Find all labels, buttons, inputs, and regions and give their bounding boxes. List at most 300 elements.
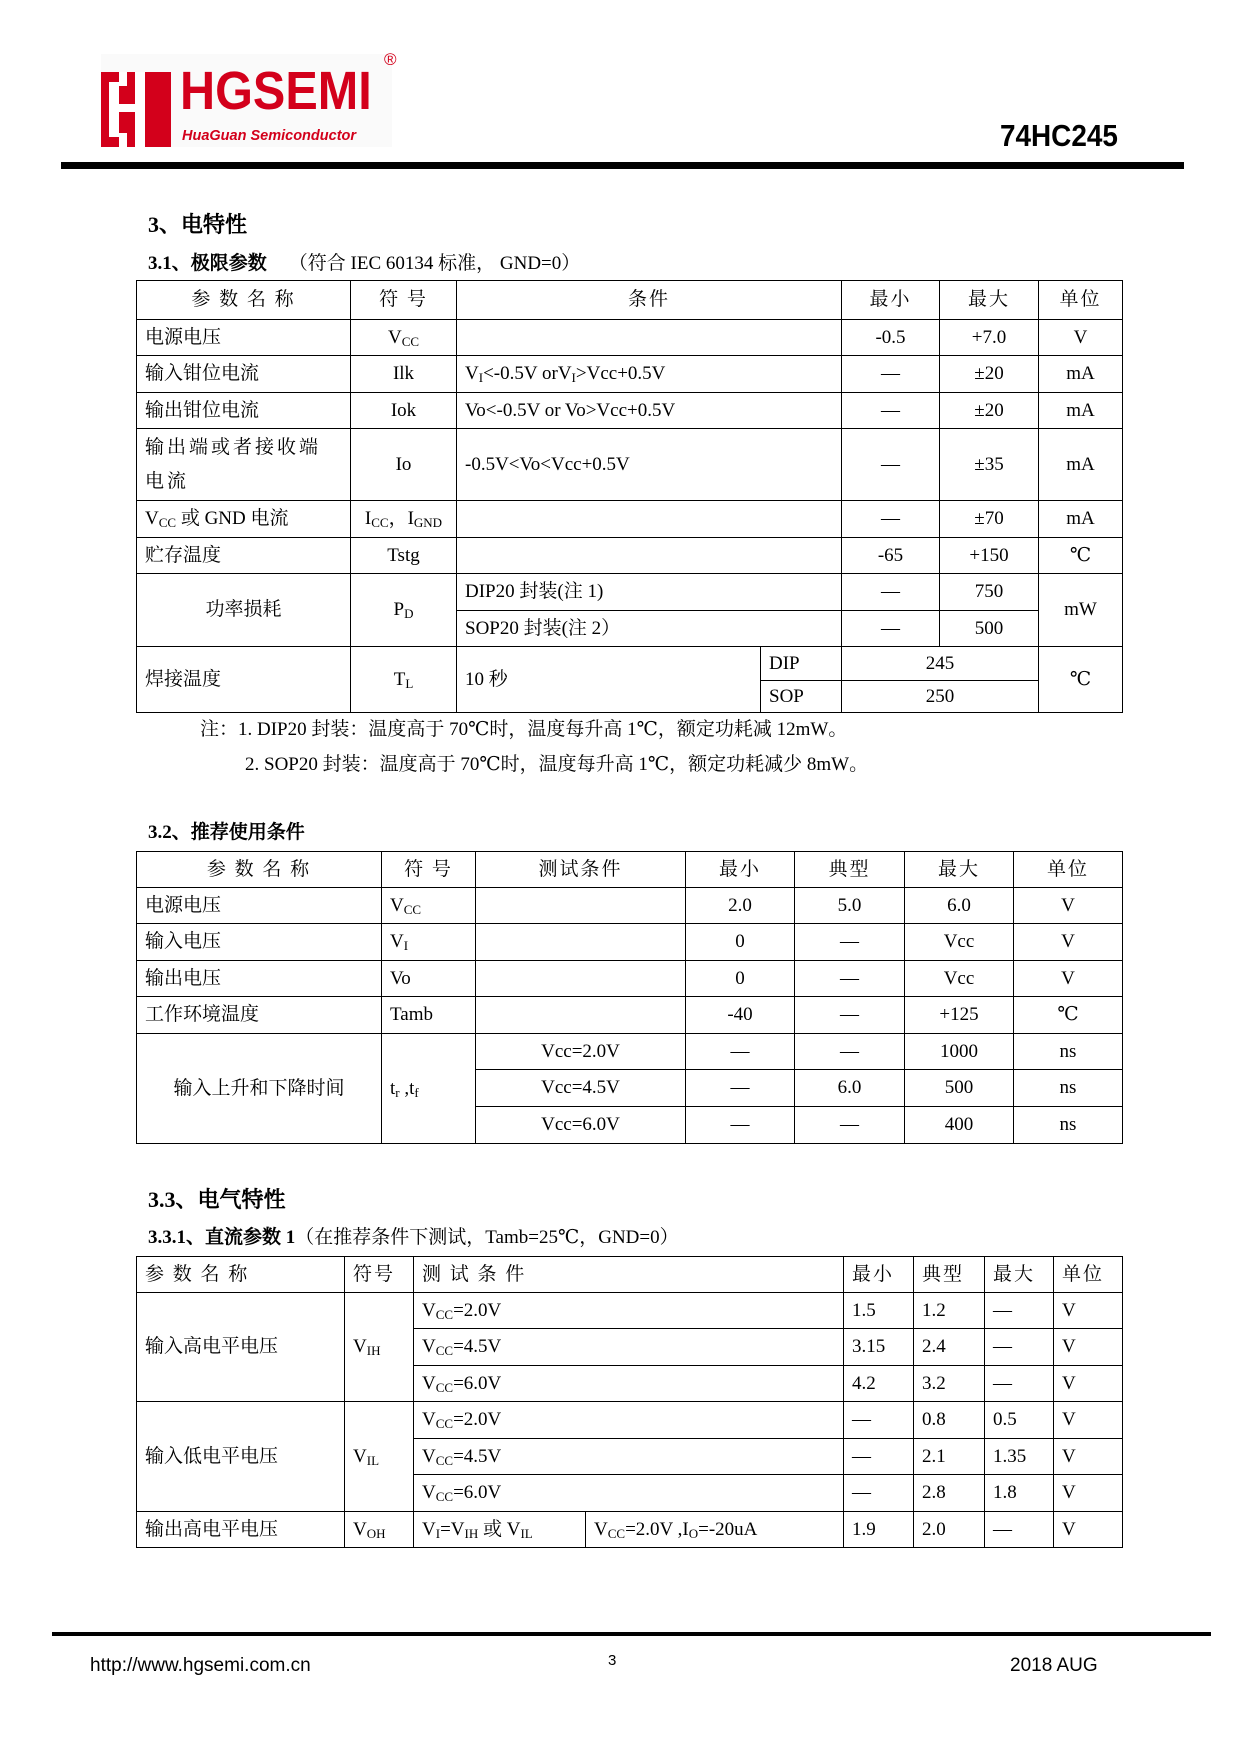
table-cell xyxy=(985,1439,1054,1475)
cell-text: mA xyxy=(1066,399,1095,421)
header-cell xyxy=(905,852,1014,888)
header-cell xyxy=(842,281,940,320)
cell-text: 0.8 xyxy=(922,1409,946,1431)
cell-text: 最大 xyxy=(968,289,1011,311)
table-cell xyxy=(1014,1107,1123,1144)
cell-text: 3.15 xyxy=(852,1336,886,1358)
cell-text: V xyxy=(390,894,404,916)
table-cell xyxy=(476,888,686,924)
cell-text: 焊接温度 xyxy=(145,668,222,690)
table-cell xyxy=(844,1512,914,1548)
cell-text: 500 xyxy=(944,1077,974,1099)
table-cell xyxy=(842,501,940,538)
table-cell xyxy=(842,538,940,574)
table-cell xyxy=(985,1293,1054,1329)
table-cell xyxy=(905,1070,1014,1107)
header-cell xyxy=(985,1257,1054,1293)
table-cell xyxy=(382,1034,476,1144)
table-cell xyxy=(1039,501,1123,538)
cell-text: mW xyxy=(1064,599,1097,621)
logo-subtitle: HuaGuan Semiconductor xyxy=(182,128,357,144)
cell-text: mA xyxy=(1066,453,1095,475)
cell-text: 输出电压 xyxy=(145,967,222,989)
cell-subscript: I xyxy=(571,370,576,386)
cell-text: V xyxy=(422,1409,436,1431)
table-cell xyxy=(844,1439,914,1475)
cell-text: 5.0 xyxy=(837,894,862,916)
table-cell xyxy=(351,538,457,574)
cell-text: V xyxy=(1062,1482,1076,1504)
table-cell xyxy=(1014,924,1123,961)
cell-text: V xyxy=(422,1445,436,1467)
cell-subscript: CC xyxy=(371,515,389,531)
cell-text: ±20 xyxy=(974,399,1004,421)
table-cell xyxy=(414,1293,844,1329)
table-row xyxy=(137,1512,1123,1548)
table-row xyxy=(137,1293,1123,1329)
cell-text: 1.35 xyxy=(993,1445,1027,1467)
table-cell xyxy=(351,320,457,356)
cell-subscript: CC xyxy=(435,1379,454,1395)
cell-text: V xyxy=(1062,1336,1076,1358)
cell-text: 4.2 xyxy=(852,1372,876,1394)
cell-text: 2.8 xyxy=(922,1482,946,1504)
table-cell xyxy=(476,997,686,1034)
cell-text: Vcc xyxy=(943,967,975,989)
table-row xyxy=(137,924,1123,961)
footer-divider xyxy=(52,1632,1211,1636)
header-cell xyxy=(1039,281,1123,320)
table-cell xyxy=(1014,1034,1123,1070)
cell-text: =4.5V xyxy=(453,1445,502,1467)
footer-date: 2018 AUG xyxy=(1010,1655,1098,1676)
cell-text: — xyxy=(881,508,901,530)
table-cell xyxy=(985,1475,1054,1512)
table-cell xyxy=(457,393,842,429)
cell-text: +150 xyxy=(969,544,1009,566)
table-row xyxy=(137,1402,1123,1439)
table-cell xyxy=(985,1329,1054,1366)
table-cell xyxy=(985,1366,1054,1402)
table-cell xyxy=(457,574,842,611)
cell-text: -40 xyxy=(727,1004,753,1026)
section-title-3-3: 3.3、电气特性 xyxy=(148,1187,286,1212)
table-cell xyxy=(1039,429,1123,501)
cell-text: =2.0V xyxy=(453,1409,502,1431)
table-cell xyxy=(137,320,351,356)
cell-text: V xyxy=(145,508,159,530)
cell-text: 2.1 xyxy=(922,1445,946,1467)
cell-text: V xyxy=(594,1518,608,1540)
cell-text: SOP20 封装(注 2） xyxy=(465,617,621,639)
cell-text: — xyxy=(881,581,901,603)
cell-text: — xyxy=(852,1482,872,1504)
cell-text: ,t xyxy=(399,1077,415,1099)
table-cell xyxy=(476,961,686,997)
cell-text: — xyxy=(993,1372,1013,1394)
cell-text: V xyxy=(422,1372,436,1394)
cell-text: 单位 xyxy=(1062,1263,1105,1285)
table-cell xyxy=(914,1329,985,1366)
cell-text: V xyxy=(353,1336,367,1358)
cell-text: -0.5 xyxy=(875,326,906,348)
table-cell xyxy=(842,320,940,356)
cell-text: T xyxy=(393,668,406,690)
table-cell xyxy=(842,611,940,647)
cell-text: — xyxy=(852,1409,872,1431)
cell-text: ℃ xyxy=(1057,1004,1079,1026)
table-cell xyxy=(844,1329,914,1366)
cell-text: — xyxy=(730,1077,750,1099)
cell-subscript: I xyxy=(403,938,409,954)
table-header-row xyxy=(137,852,1123,888)
table-cell xyxy=(940,611,1039,647)
cell-text: 输入上升和下降时间 xyxy=(173,1077,345,1099)
section-3-3-1-heading: 3.3.1、直流参数 1 xyxy=(148,1227,296,1248)
cell-text: V xyxy=(1061,931,1075,953)
registered-mark: ® xyxy=(384,50,397,69)
table-cell xyxy=(457,538,842,574)
table-cell xyxy=(795,888,905,924)
cell-text: V xyxy=(1061,967,1075,989)
cell-text: Ilk xyxy=(392,363,415,385)
table-cell xyxy=(476,1070,686,1107)
cell-text: 750 xyxy=(974,581,1004,603)
cell-text: 电源电压 xyxy=(145,326,222,348)
table-cell xyxy=(844,1402,914,1439)
table-cell xyxy=(457,647,761,713)
table-cell xyxy=(414,1402,844,1439)
cell-text: V xyxy=(422,1518,436,1540)
cell-subscript: IH xyxy=(464,1525,479,1541)
header-cell xyxy=(345,1257,414,1293)
cell-text: Iok xyxy=(390,399,417,421)
header-divider xyxy=(61,162,1184,169)
table-cell xyxy=(1054,1439,1123,1475)
cell-text: 0.5 xyxy=(993,1409,1017,1431)
table-cell xyxy=(795,1107,905,1144)
table-cell xyxy=(351,393,457,429)
table-cell xyxy=(914,1512,985,1548)
cell-text: 或 GND 电流 xyxy=(176,508,289,530)
cell-text: — xyxy=(993,1518,1013,1540)
cell-text: 500 xyxy=(974,617,1004,639)
cell-subscript: CC xyxy=(435,1306,454,1322)
cell-text: 输出高电平电压 xyxy=(145,1518,279,1540)
cell-text: — xyxy=(840,1004,859,1026)
table-cell xyxy=(414,1329,844,1366)
cell-text: 最小 xyxy=(852,1263,895,1285)
cell-text: +125 xyxy=(939,1004,979,1026)
table-cell xyxy=(686,961,795,997)
cell-text: =6.0V xyxy=(453,1372,502,1394)
table-cell xyxy=(1014,1070,1123,1107)
table-cell xyxy=(686,888,795,924)
section-title-3-2: 3.2、推荐使用条件 xyxy=(148,822,305,843)
table-cell xyxy=(1039,574,1123,647)
cell-subscript: OH xyxy=(366,1525,386,1541)
cell-text: 2.0 xyxy=(728,894,752,916)
cell-text: Vcc xyxy=(943,931,975,953)
header-cell xyxy=(382,852,476,888)
table-cell xyxy=(137,1034,382,1144)
cell-text: 6.0 xyxy=(947,894,971,916)
cell-text: 典型 xyxy=(922,1263,965,1285)
table-cell xyxy=(586,1512,844,1548)
table-cell xyxy=(940,393,1039,429)
cell-text: 最小 xyxy=(869,289,912,311)
cell-text: 输入电压 xyxy=(145,931,222,953)
cell-text: Vcc=6.0V xyxy=(541,1114,620,1136)
cell-text: Io xyxy=(395,453,412,475)
cell-subscript: I xyxy=(435,1525,441,1541)
header-cell xyxy=(1054,1257,1123,1293)
table-cell xyxy=(686,1070,795,1107)
table-cell xyxy=(137,997,382,1034)
table-cell xyxy=(382,961,476,997)
part-number: 74HC245 xyxy=(1000,118,1118,153)
cell-text: 1.8 xyxy=(993,1482,1017,1504)
table-cell xyxy=(457,320,842,356)
cell-text: — xyxy=(881,363,901,385)
cell-text: =2.0V xyxy=(453,1299,502,1321)
cell-text: 输出端或者接收端电流 xyxy=(145,437,322,492)
cell-subscript: IL xyxy=(366,1452,380,1468)
table-cell xyxy=(137,429,351,501)
cell-text: DIP xyxy=(769,652,800,674)
table-cell xyxy=(137,888,382,924)
cell-text: 3.2 xyxy=(922,1372,946,1394)
table-row xyxy=(137,538,1123,574)
cell-text: V xyxy=(387,326,402,348)
cell-text: Vcc=2.0V xyxy=(541,1040,620,1062)
cell-text: V xyxy=(1062,1445,1076,1467)
cell-text: -0.5V<Vo<Vcc+0.5V xyxy=(465,453,630,475)
table-cell xyxy=(382,997,476,1034)
table-cell xyxy=(686,1107,795,1144)
cell-text: 参 数 名 称 xyxy=(145,1263,250,1285)
t1-grid xyxy=(136,280,1123,713)
table-cell xyxy=(476,924,686,961)
table-cell xyxy=(476,1034,686,1070)
table-row xyxy=(137,647,1123,681)
table-cell xyxy=(137,356,351,393)
header-cell xyxy=(414,1257,844,1293)
table-cell xyxy=(905,924,1014,961)
table-cell xyxy=(686,997,795,1034)
cell-text: V xyxy=(1062,1409,1076,1431)
cell-text: — xyxy=(730,1040,750,1062)
cell-text: ±35 xyxy=(974,453,1004,475)
cell-text: — xyxy=(840,931,859,953)
header-cell xyxy=(137,852,382,888)
table-cell xyxy=(1014,961,1123,997)
table-cell xyxy=(1039,320,1123,356)
table-cell xyxy=(842,681,1039,713)
header-cell xyxy=(1014,852,1123,888)
table-cell xyxy=(137,924,382,961)
table-cell xyxy=(137,647,351,713)
header-cell xyxy=(914,1257,985,1293)
table-row xyxy=(137,888,1123,924)
cell-text: <-0.5V orV xyxy=(483,363,572,385)
cell-text: 测试条件 xyxy=(538,858,623,880)
table-cell xyxy=(844,1475,914,1512)
cell-subscript: I xyxy=(478,370,484,386)
table-cell xyxy=(914,1475,985,1512)
cell-text: Vo<-0.5V or Vo>Vcc+0.5V xyxy=(465,399,676,421)
cell-text: 或 V xyxy=(478,1518,521,1540)
cell-text: 2.0 xyxy=(922,1518,946,1540)
table-cell xyxy=(795,1070,905,1107)
cell-text: — xyxy=(840,1114,859,1136)
cell-text: 单位 xyxy=(1059,289,1102,311)
cell-text: 典型 xyxy=(828,858,871,880)
cell-text: V xyxy=(422,1299,436,1321)
cell-text: V xyxy=(422,1336,436,1358)
cell-text: P xyxy=(393,599,405,621)
cell-text: 参 数 名 称 xyxy=(206,858,312,880)
cell-text: Tstg xyxy=(387,544,420,566)
cell-text: 最大 xyxy=(993,1263,1036,1285)
cell-text: =2.0V ,I xyxy=(625,1518,689,1540)
table-cell xyxy=(345,1293,414,1402)
table-cell xyxy=(1054,1475,1123,1512)
table-cell xyxy=(985,1402,1054,1439)
table-row xyxy=(137,356,1123,393)
note-2: 2. SOP20 封装：温度高于 70℃时，温度每升高 1℃，额定功耗减少 8mW。 xyxy=(245,754,869,775)
table-cell xyxy=(844,1293,914,1329)
cell-subscript: CC xyxy=(435,1452,454,1468)
table-row xyxy=(137,501,1123,538)
header-cell xyxy=(795,852,905,888)
table-cell xyxy=(795,1034,905,1070)
table-cell xyxy=(382,888,476,924)
table-cell xyxy=(905,961,1014,997)
cell-text: =-20uA xyxy=(698,1518,758,1540)
table-cell xyxy=(137,1512,345,1548)
cell-text: =6.0V xyxy=(453,1482,502,1504)
header-cell xyxy=(844,1257,914,1293)
cell-text: ±70 xyxy=(974,508,1004,530)
table-cell xyxy=(351,501,457,538)
cell-text: 最大 xyxy=(937,858,980,880)
table-row xyxy=(137,393,1123,429)
cell-text: V xyxy=(1062,1299,1076,1321)
footer-url[interactable]: http://www.hgsemi.com.cn xyxy=(90,1655,311,1676)
table-cell xyxy=(414,1512,586,1548)
table-cell xyxy=(940,356,1039,393)
t2-grid xyxy=(136,851,1123,1144)
cell-subscript: IL xyxy=(520,1525,533,1541)
table-cell xyxy=(1039,647,1123,713)
cell-subscript: CC xyxy=(435,1489,454,1505)
cell-text: 1000 xyxy=(940,1040,978,1062)
cell-subscript: L xyxy=(405,675,414,691)
cell-text: 6.0 xyxy=(837,1077,862,1099)
header-cell xyxy=(940,281,1039,320)
cell-text: >Vcc+0.5V xyxy=(575,363,666,385)
cell-text: ±20 xyxy=(974,363,1004,385)
table-cell xyxy=(345,1512,414,1548)
table-cell xyxy=(905,1034,1014,1070)
table-cell xyxy=(795,924,905,961)
header-cell xyxy=(137,1257,345,1293)
table-row xyxy=(137,1034,1123,1070)
cell-text: mA xyxy=(1066,363,1095,385)
table-cell xyxy=(351,429,457,501)
cell-text: — xyxy=(881,453,901,475)
table-cell xyxy=(940,320,1039,356)
cell-subscript: CC xyxy=(435,1416,454,1432)
table-cell xyxy=(905,1107,1014,1144)
cell-text: — xyxy=(993,1336,1013,1358)
table-cell xyxy=(1014,888,1123,924)
cell-text: mA xyxy=(1066,508,1095,530)
cell-subscript: O xyxy=(688,1525,699,1541)
table-cell xyxy=(1039,538,1123,574)
cell-text: 电源电压 xyxy=(145,894,222,916)
table-cell xyxy=(1039,393,1123,429)
table-cell xyxy=(457,356,842,393)
cell-text: 0 xyxy=(735,967,745,989)
cell-text: V xyxy=(1073,326,1088,348)
cell-text: 0 xyxy=(735,931,745,953)
cell-text: 测 试 条 件 xyxy=(422,1263,527,1285)
cell-subscript: D xyxy=(404,606,414,622)
table-cell xyxy=(137,574,351,647)
cell-text: DIP20 封装(注 1) xyxy=(465,581,604,603)
cell-text: — xyxy=(881,617,901,639)
cell-text: — xyxy=(840,967,859,989)
table-cell xyxy=(842,393,940,429)
cell-subscript: r xyxy=(395,1084,400,1100)
cell-text: -65 xyxy=(877,544,904,566)
table-row xyxy=(137,429,1123,501)
table-cell xyxy=(137,1402,345,1512)
cell-text: V xyxy=(353,1518,367,1540)
cell-text: =4.5V xyxy=(453,1336,502,1358)
table-cell xyxy=(905,888,1014,924)
table-row xyxy=(137,997,1123,1034)
table-cell xyxy=(940,501,1039,538)
cell-text: 1.5 xyxy=(852,1299,876,1321)
cell-text: V xyxy=(1062,1372,1076,1394)
table-cell xyxy=(351,356,457,393)
cell-text: 符 号 xyxy=(379,289,428,311)
table-cell xyxy=(795,997,905,1034)
cell-text: V xyxy=(390,931,404,953)
cell-text: ℃ xyxy=(1069,544,1092,566)
header-cell xyxy=(351,281,457,320)
table-cell xyxy=(914,1366,985,1402)
table-cell xyxy=(137,393,351,429)
cell-text: 单位 xyxy=(1046,858,1089,880)
cell-text: I xyxy=(364,508,372,530)
table-cell xyxy=(795,961,905,997)
table-cell xyxy=(137,538,351,574)
cell-text: 符号 xyxy=(353,1263,396,1285)
cell-text: 输入钳位电流 xyxy=(145,363,260,385)
cell-subscript: CC xyxy=(158,515,177,531)
table-cell xyxy=(1054,1329,1123,1366)
cell-text: V xyxy=(465,363,479,385)
table-cell xyxy=(842,356,940,393)
table-cell xyxy=(985,1512,1054,1548)
cell-text: V xyxy=(353,1445,367,1467)
cell-text: +7.0 xyxy=(971,326,1007,348)
table-cell xyxy=(476,1107,686,1144)
